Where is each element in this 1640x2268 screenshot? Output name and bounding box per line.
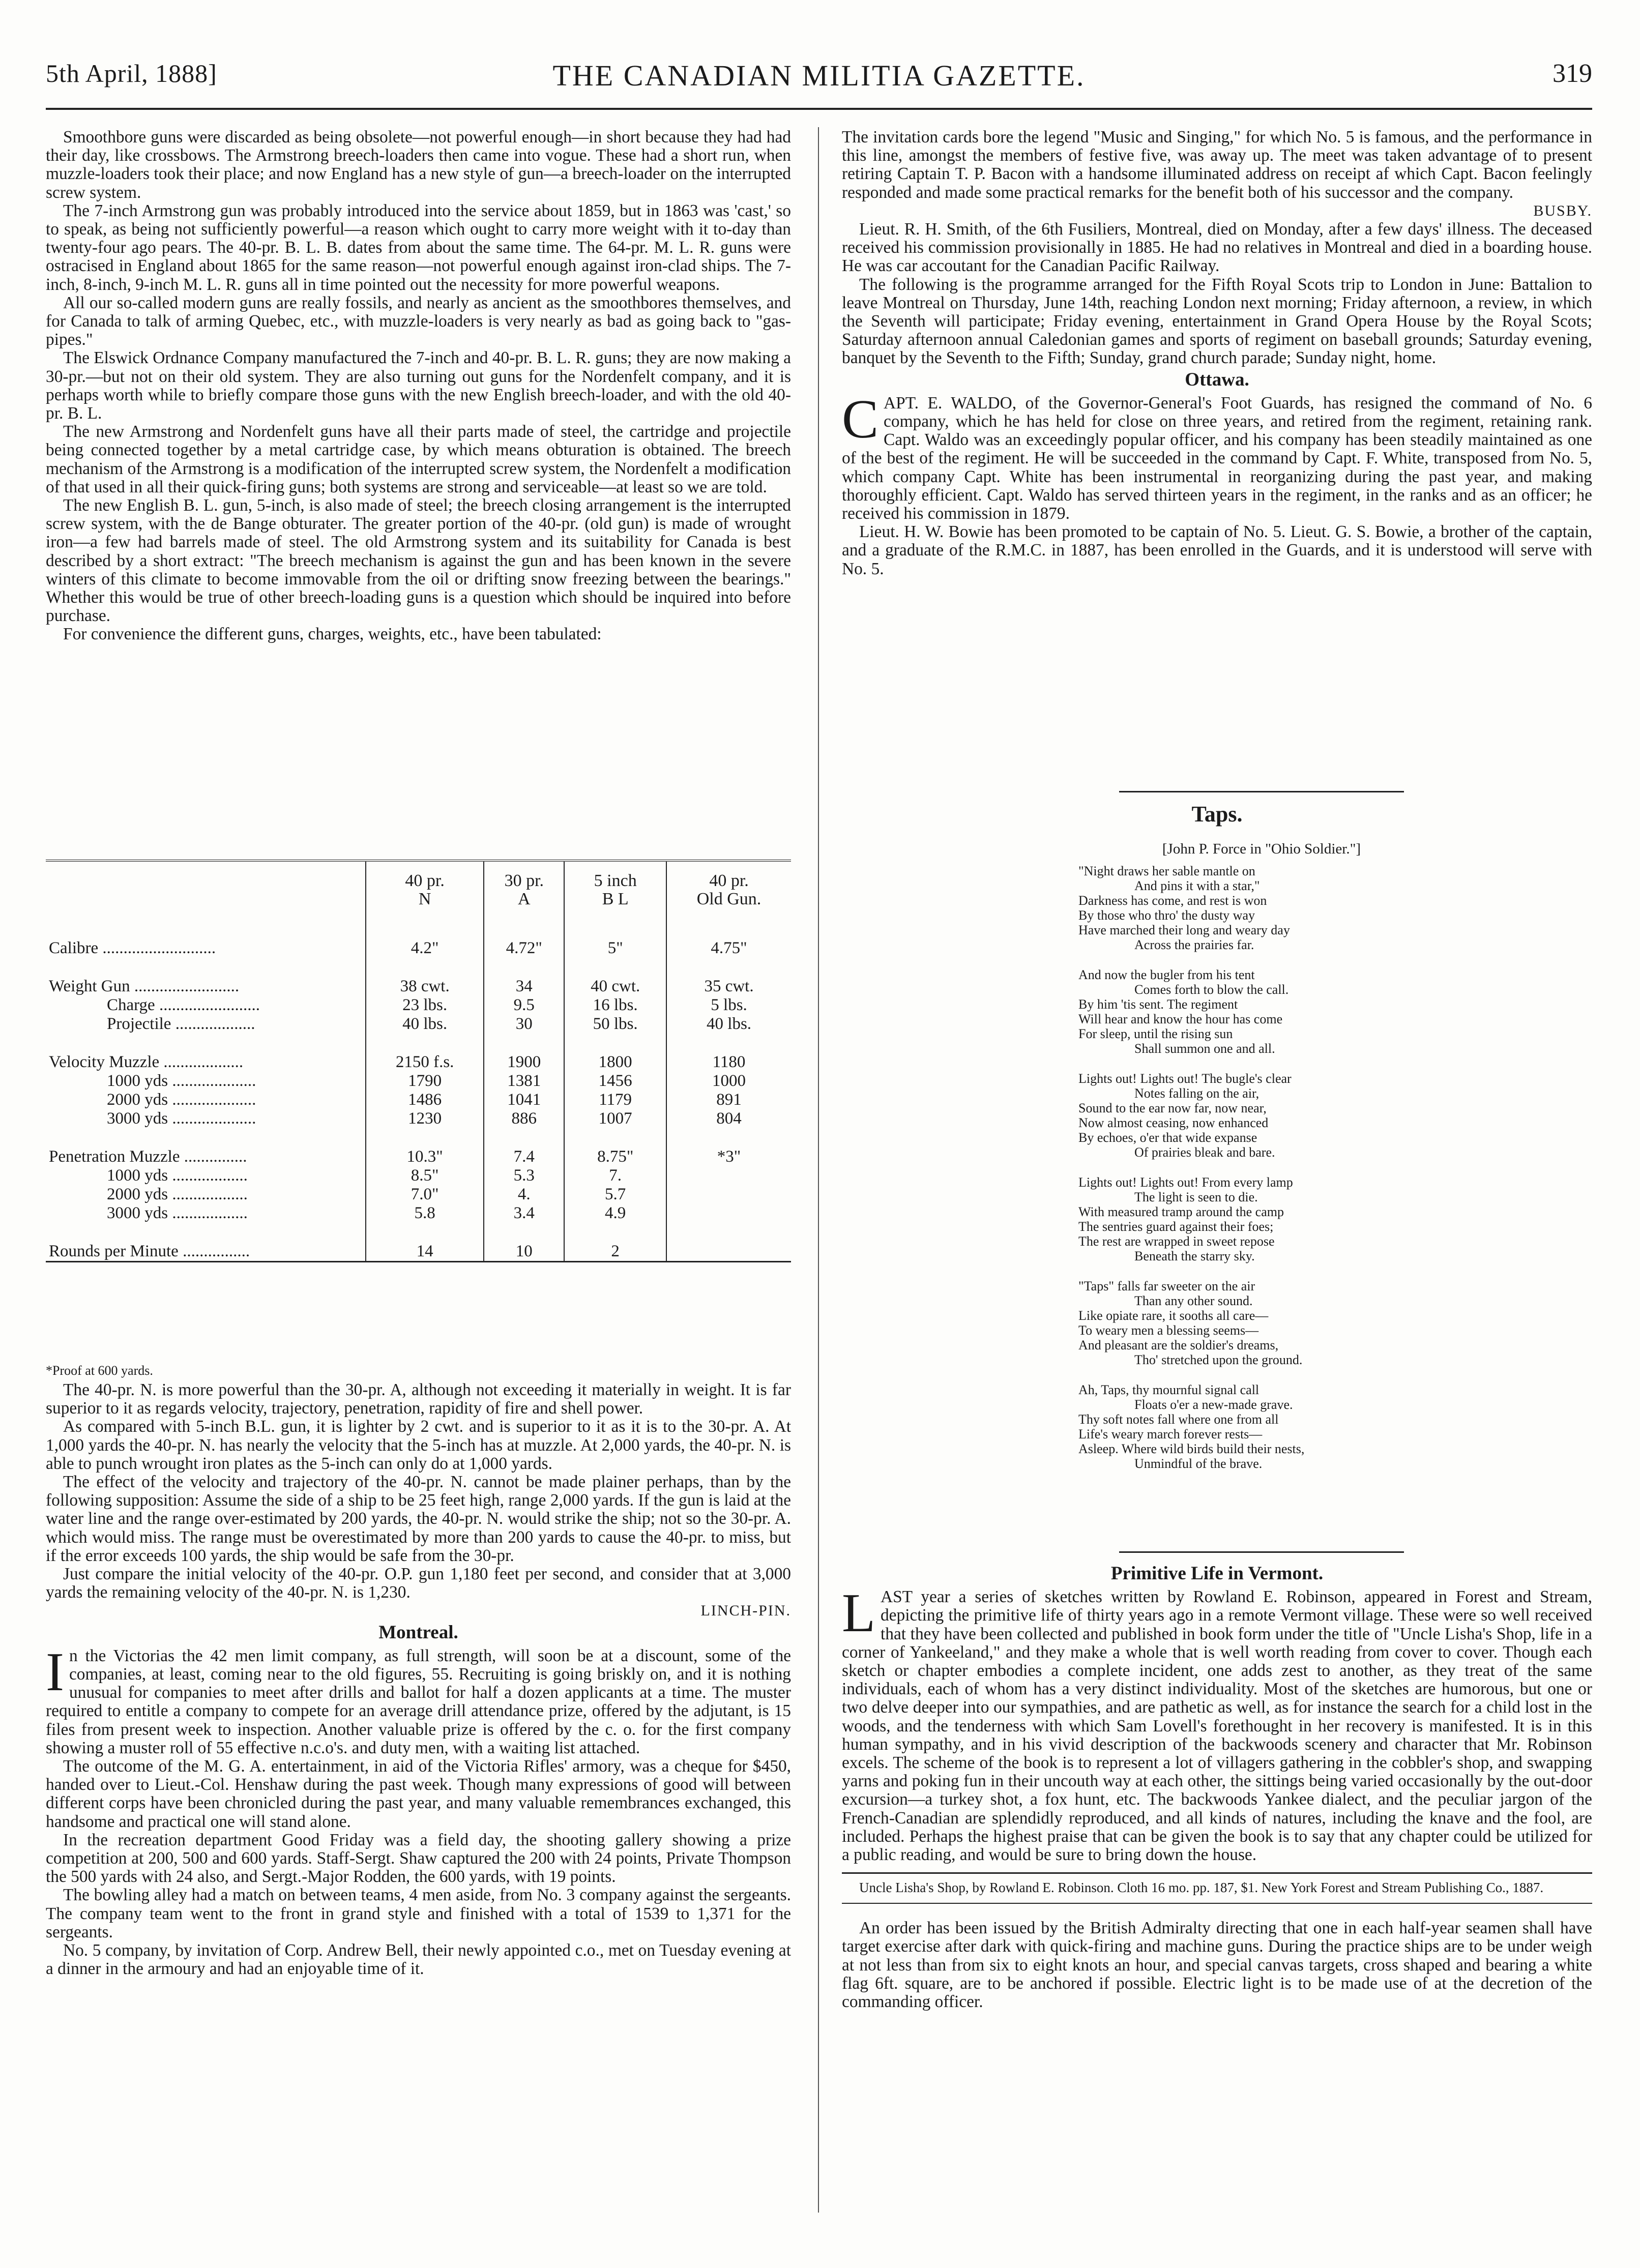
table-cell: 8.75" [564, 1147, 666, 1166]
table-cell: 4. [484, 1185, 564, 1204]
table-header-blank [46, 862, 366, 939]
paragraph: The effect of the velocity and trajectory of the 40-pr. N. cannot be made plainer perhaps, than by the following supposition: Assume the side of a ship to be 25 feet high, range 2,000 yards. If the gun is laid at the water line and the range over-estimated by 200 yards, the 40-pr. N. would strike the ship; not so the 30-pr. A. which would miss. The range must be overestimated by more than 200 yards to cause the 40-pr. to miss, but if the error exceeds 100 yards, the ship would be safe from the 30-pr. [46, 1472, 791, 1565]
table-cell: 2150 f.s. [366, 1053, 484, 1072]
table-spacer-cell [484, 1128, 564, 1147]
publication-title: THE CANADIAN MILITIA GAZETTE. [552, 59, 1086, 92]
table-cell: 23 lbs. [366, 996, 484, 1015]
poem-stanza [1078, 1071, 1445, 1160]
table-cell: 1790 [366, 1072, 484, 1091]
section-rule [1119, 1551, 1404, 1553]
table-spacer-row [46, 1128, 791, 1147]
poem-line: With measured tramp around the camp [1078, 1204, 1284, 1219]
poem-line: Across the prairies far. [1134, 937, 1254, 952]
book-note: Uncle Lisha's Shop, by Rowland E. Robinson. Cloth 16 mo. pp. 187, $1. New York Forest and Stream Publishing Co., 1887. [859, 1880, 1544, 1896]
table-row [46, 996, 791, 1015]
table-cell: 38 cwt. [366, 977, 484, 996]
column-divider [818, 127, 819, 2213]
table-cell: 5 lbs. [666, 996, 791, 1015]
table-cell: 5.3 [484, 1166, 564, 1185]
table-spacer-cell [46, 1223, 366, 1242]
signature: LINCH-PIN. [700, 1602, 791, 1619]
table-footnote: *Proof at 600 yards. [46, 1363, 153, 1378]
table-cell: 1456 [564, 1072, 666, 1091]
section-heading-ottawa: Ottawa. [1185, 369, 1249, 390]
poem-line: Shall summon one and all. [1134, 1041, 1275, 1056]
page-header [46, 58, 1592, 104]
table-cell: 1000 [666, 1072, 791, 1091]
table-cell: 1180 [666, 1053, 791, 1072]
poem-stanzas [1078, 864, 1445, 1471]
table-cell: *3" [666, 1147, 791, 1166]
paragraph: All our so-called modern guns are really fossils, and nearly as ancient as the smoothbores themselves, and for Canada to talk of arming Quebec, etc., with muzzle-loaders is very nearly as bad as going back to "gas-pipes." [46, 293, 791, 349]
poem-stanza [1078, 864, 1445, 952]
table-row [46, 1053, 791, 1072]
table-column-header: 40 pr. Old Gun. [666, 862, 791, 939]
table-cell: 10.3" [366, 1147, 484, 1166]
table-cell: 7. [564, 1166, 666, 1185]
poem-line: By him 'tis sent. The regiment [1078, 997, 1238, 1012]
paragraph: Lieut. H. W. Bowie has been promoted to be captain of No. 5. Lieut. G. S. Bowie, a brother of the captain, and a graduate of the R.M.C. in 1887, has been enrolled in the Guards, and it is understood will serve with No. 5. [842, 522, 1592, 578]
poem-stanza [1078, 1175, 1445, 1263]
poem-line: Of prairies bleak and bare. [1134, 1145, 1275, 1160]
poem-line: The rest are wrapped in sweet repose [1078, 1234, 1275, 1249]
paragraph: For convenience the different guns, charges, weights, etc., have been tabulated: [63, 625, 602, 644]
paragraph: As compared with 5-inch B.L. gun, it is lighter by 2 cwt. and is superior to it as it is to the 30-pr. A. At 1,000 yards the 40-pr. N. has nearly the velocity that the 5-inch has at muzzle. At 2,000 yards, the 40-pr. N. is able to punch wrought iron plates as the 5-inch can only do at 1,000 yards. [46, 1417, 791, 1473]
table-spacer-cell [366, 1223, 484, 1242]
paragraph: Just compare the initial velocity of the 40-pr. O.P. gun 1,180 feet per second, and consider that at 3,000 yards the remaining velocity of the 40-pr. N. is 1,230. [46, 1565, 791, 1602]
table-row [46, 1091, 791, 1109]
paragraph-text: AST year a series of sketches written by Rowland E. Robinson, appeared in Forest and Stream, depicting the primitive life of thirty years ago in a remote Vermont village. These were so well received that they have been collected and published in book form under the title of "Uncle Lisha's Shop, life in a corner of Yankeeland," and they make a whole that is well worth reading from cover to cover. Though each sketch or chapter embodies a complete incident, one adds zest to another, as they treat of the same individuals, each of whom has a very distinct individuality. Most of the sketches are humorous, but one or two delve deeper into our sympathies, and are pathetic as well, as for instance the search for a child lost in the woods, and the tenderness with which Sam Lovell's forethought in her recovery is manifested. It is in this human sympathy, and in his vivid description of the backwoods scenery and character that Mr. Robinson excels. The scheme of the book is to represent a lot of villagers gathering in the cobbler's shop, and swapping yarns and poking fun in their uncouth way at each other, the sittings being varied occasionally by the out-door excursion—a turkey shot, a fox hunt, etc. The backwoods Yankee dialect, and the peculiar jargon of the French-Canadian are splendidly reproduced, and all kinds of natures, including the knave and the fool, are included. Perhaps the highest praise that can be given the book is to say that any chapter could be utilized for a public reading, and would be sure to bring down the house. [842, 1587, 1592, 1865]
table-spacer-cell [666, 958, 791, 977]
poem-line: Now almost ceasing, now enhanced [1078, 1115, 1269, 1130]
table-cell: 4.2" [366, 939, 484, 958]
right-column-lower [842, 1562, 1592, 2011]
section-rule [842, 1872, 1592, 1874]
paragraph: In the recreation department Good Friday was a field day, the shooting gallery showing a prize competition at 200, 500 and 600 yards. Staff-Sergt. Shaw captured the 200 with 24 points, Private Thompson the 500 yards with 24 also, and Sergt.-Major Rodden, the 600 yards, with 19 points. [46, 1830, 791, 1887]
table-row [46, 1072, 791, 1091]
table-spacer-cell [46, 958, 366, 977]
table-cell: 886 [484, 1109, 564, 1128]
table-cell: 30 [484, 1015, 564, 1034]
table-cell: 1179 [564, 1091, 666, 1109]
poem-line: Beneath the starry sky. [1134, 1249, 1255, 1263]
paragraph-text: APT. E. WALDO, of the Governor-General's Foot Guards, has resigned the command of No. 6 company, which he has held for close on three years, and retired from the regiment, retaining rank. Capt. Waldo was an exceedingly popular officer, and his company has been steadily maintained as one of the best of the regiment. He will be succeeded in the command by Capt. F. White, transposed from No. 5, which company Capt. White has been instrumental in reorganizing during the past year, and making thoroughly efficient. Capt. Waldo has served thirteen years in the regiment, in the ranks and as an officer; he received his commission in 1879. [842, 393, 1592, 523]
page-number: 319 [1553, 59, 1592, 88]
section-heading-vermont: Primitive Life in Vermont. [1110, 1563, 1324, 1584]
table-spacer-cell [484, 958, 564, 977]
poem-stanza [1078, 967, 1445, 1056]
drop-cap: L [842, 1583, 875, 1644]
poem-line: Have marched their long and weary day [1078, 923, 1290, 937]
table-row-label: Penetration Muzzle ............... [49, 1147, 247, 1166]
table-cell: 3.4 [484, 1204, 564, 1223]
poem-line: By those who thro' the dusty way [1078, 908, 1255, 923]
table-header-row [46, 862, 791, 939]
poem-line: Lights out! Lights out! From every lamp [1078, 1175, 1293, 1190]
table-cell: 1900 [484, 1053, 564, 1072]
table-cell: 4.75" [666, 939, 791, 958]
table-cell: 40 cwt. [564, 977, 666, 996]
gun-comparison-table [46, 860, 791, 1262]
poem-line: Notes falling on the air, [1134, 1086, 1260, 1101]
poem-line: Ah, Taps, thy mournful signal call [1078, 1382, 1260, 1397]
table-spacer-cell [484, 1034, 564, 1053]
poem-line: Floats o'er a new-made grave. [1134, 1397, 1293, 1412]
table-row-label: Charge ........................ [107, 996, 260, 1014]
poem-line: Life's weary march forever rests— [1078, 1427, 1263, 1441]
table-cell: 34 [484, 977, 564, 996]
table-cell: 50 lbs. [564, 1015, 666, 1034]
table-column-header: 30 pr. A [484, 862, 564, 939]
paragraph: The invitation cards bore the legend "Music and Singing," for which No. 5 is famous, and the performance in this line, amongst the members of festive five, was away up. The meet was taken advantage of to present retiring Captain T. P. Bacon with a handsome illuminated address on receipt af which Capt. Bacon feelingly responded and made some practical remarks for the benefit both of his successor and the company. [842, 128, 1592, 202]
table-row [46, 977, 791, 996]
table-spacer-cell [366, 1034, 484, 1053]
poem-line: And pins it with a star," [1134, 878, 1260, 893]
issue-date: 5th April, 1888] [46, 59, 217, 87]
table-cell [666, 1185, 791, 1204]
table-cell: 4.72" [484, 939, 564, 958]
table-row [46, 1015, 791, 1034]
poem-line: Than any other sound. [1134, 1293, 1253, 1308]
table-row [46, 1242, 791, 1261]
table-row [46, 1185, 791, 1204]
paragraph: The outcome of the M. G. A. entertainment, in aid of the Victoria Rifles' armory, was a cheque for $450, handed over to Lieut.-Col. Henshaw during the past week. Though many expressions of good will between different corps have been chronicled during the past year, and many valuable remembrances exchanged, this handsome and practical one will stand alone. [46, 1757, 791, 1831]
table-row-label: 2000 yds .................. [107, 1185, 248, 1203]
table-row-label: 1000 yds .................. [107, 1166, 248, 1185]
paragraph: The bowling alley had a match on between teams, 4 men aside, from No. 3 company against the sergeants. The company team went to the front in grand style and finished with a total of 1539 to 1,371 for the sergeants. [46, 1886, 791, 1941]
table-spacer-cell [366, 958, 484, 977]
section-rule [1119, 791, 1404, 792]
table-cell: 1800 [564, 1053, 666, 1072]
poem-line: "Night draws her sable mantle on [1078, 864, 1255, 878]
table-cell: 10 [484, 1242, 564, 1261]
drop-cap: C [842, 389, 879, 450]
paragraph: The 7-inch Armstrong gun was probably introduced into the service about 1859, but in 1863 was 'cast,' so to speak, as being not sufficiently powerful—a reason which ought to carry more weight with it to-day than twenty-four ago pears. The 40-pr. B. L. B. dates from about the same time. The 64-pr. M. L. R. guns were ostracised in England about 1865 for the same reason—not powerful enough against iron-clad ships. The 7-inch, 8-inch, 9-inch M. L. R. guns all in time pointed out the necessity for more powerful weapons. [46, 201, 791, 294]
paragraph: No. 5 company, by invitation of Corp. Andrew Bell, their newly appointed c.o., met on Tuesday evening at a dinner in the armoury and had an enjoyable time of it. [46, 1941, 791, 1979]
poem-line: Thy soft notes fall where one from all [1078, 1412, 1279, 1427]
poem-line: The sentries guard against their foes; [1078, 1219, 1274, 1234]
table-row-label: Calibre ........................... [49, 939, 216, 957]
paragraph: The following is the programme arranged for the Fifth Royal Scots trip to London in June: Battalion to leave Montreal on Thursday, June 14th, reaching London next morning; Friday afternoon, a review, in which the Seventh will participate; Friday evening, entertainment in Grand Opera House by the Royal Scots; Saturday afternoon annual Caledonian games and sports of regiment on baseball grounds; Saturday evening, banquet by the Seventh to the Fifth; Sunday, grand church parade; Sunday night, home. [842, 275, 1592, 368]
table-cell: 4.9 [564, 1204, 666, 1223]
poem-stanza [1078, 1382, 1445, 1471]
table-spacer-cell [46, 1034, 366, 1053]
table-cell [666, 1242, 791, 1261]
poem-line: Like opiate rare, it sooths all care— [1078, 1308, 1269, 1323]
poem-line: The light is seen to die. [1134, 1190, 1258, 1204]
table-spacer-row [46, 1223, 791, 1242]
poem-line: For sleep, until the rising sun [1078, 1026, 1233, 1041]
poem-line: Asleep. Where wild birds build their nests, [1078, 1441, 1305, 1456]
table-spacer-cell [46, 1128, 366, 1147]
table-spacer-cell [564, 1034, 666, 1053]
paragraph: An order has been issued by the British Admiralty directing that one in each half-year seamen shall have target exercise after dark with quick-firing and machine guns. During the practice ships are to be under weigh at not less than from six to eight knots an hour, and special canvas targets, cross shaped and bearing a white flag 6ft. square, are to be anchored if possible. Electric light is to be made use of at the decretion of the commanding officer. [842, 1919, 1592, 2012]
right-column-article [842, 128, 1592, 578]
header-rule [46, 108, 1592, 110]
poem-line: And now the bugler from his tent [1078, 967, 1255, 982]
paragraph: Smoothbore guns were discarded as being obsolete—not powerful enough—in short because they had had their day, like crossbows. The Armstrong breech-loaders then came into vogue. These had a short run, when muzzle-loaders took their place; and now England has a new style of gun—a breech-loader on the interrupted screw system. [46, 128, 791, 202]
poem-line: Unmindful of the brave. [1134, 1456, 1263, 1471]
table-spacer-row [46, 1034, 791, 1053]
poem-line: And pleasant are the soldier's dreams, [1078, 1338, 1279, 1352]
signature: BUSBY. [1533, 202, 1592, 219]
paragraph: The new Armstrong and Nordenfelt guns have all their parts made of steel, the cartridge and projectile being connected together by a metal cartridge case, by which means obturation is obtained. The breech mechanism of the Armstrong is a modification of the interrupted screw system, the Nordenfelt a modification of that used in all their quick-firing guns; both systems are strong and serviceable—at least so we are told. [46, 422, 791, 496]
table-cell: 804 [666, 1109, 791, 1128]
table-row-label: Rounds per Minute ................ [49, 1242, 250, 1260]
table-row [46, 1166, 791, 1185]
table-cell: 14 [366, 1242, 484, 1261]
table-spacer-cell [564, 1223, 666, 1242]
table-cell: 1486 [366, 1091, 484, 1109]
table-cell: 40 lbs. [366, 1015, 484, 1034]
table-spacer-cell [366, 1128, 484, 1147]
poem-title: Taps. [1191, 802, 1243, 827]
poem-line: Darkness has come, and rest is won [1078, 893, 1267, 908]
table-spacer-row [46, 958, 791, 977]
poem-line: "Taps" falls far sweeter on the air [1078, 1279, 1255, 1293]
drop-cap: I [46, 1641, 64, 1702]
poem-line: Sound to the ear now far, now near, [1078, 1101, 1267, 1115]
paragraph: The 40-pr. N. is more powerful than the 30-pr. A, although not exceeding it materially in weight. It is far superior to it as regards velocity, trajectory, penetration, rapidity of fire and shell power. [46, 1380, 791, 1418]
poem-line: By echoes, o'er that wide expanse [1078, 1130, 1257, 1145]
table-cell: 1381 [484, 1072, 564, 1091]
table-cell: 7.0" [366, 1185, 484, 1204]
left-column-lower [46, 1381, 791, 1979]
table-spacer-cell [666, 1223, 791, 1242]
section-rule [842, 1903, 1592, 1904]
table-spacer-cell [666, 1128, 791, 1147]
poem-line: Lights out! Lights out! The bugle's clear [1078, 1071, 1292, 1086]
table-row [46, 939, 791, 958]
table-row [46, 1204, 791, 1223]
section-heading-montreal: Montreal. [378, 1622, 458, 1643]
paragraph [46, 1641, 791, 1757]
paragraph: Lieut. R. H. Smith, of the 6th Fusiliers, Montreal, died on Monday, after a few days' illness. The deceased received his commission provisionally in 1885. He had no relatives in Montreal and died in a boarding house. He was car accoutant for the Canadian Pacific Railway. [842, 220, 1592, 276]
table-cell: 1041 [484, 1091, 564, 1109]
table-cell: 891 [666, 1091, 791, 1109]
table-cell: 5" [564, 939, 666, 958]
table-cell: 5.7 [564, 1185, 666, 1204]
table-row [46, 1147, 791, 1166]
table-cell: 7.4 [484, 1147, 564, 1166]
table-cell [666, 1166, 791, 1185]
table-spacer-cell [666, 1034, 791, 1053]
poem-taps [1078, 842, 1445, 1486]
table-column-header: 40 pr. N [366, 862, 484, 939]
poem-line: Tho' stretched upon the ground. [1134, 1352, 1303, 1367]
paragraph [842, 389, 1592, 523]
table-spacer-cell [564, 958, 666, 977]
table-row-label: 1000 yds .................... [107, 1072, 256, 1090]
poem-stanza [1078, 1279, 1445, 1367]
table-cell: 2 [564, 1242, 666, 1261]
table-cell: 5.8 [366, 1204, 484, 1223]
table-column-header: 5 inch B L [564, 862, 666, 939]
poem-credit: [John P. Force in "Ohio Soldier."] [1162, 841, 1361, 857]
paragraph-text: n the Victorias the 42 men limit company, as full strength, will soon be at a discount, some of the companies, at least, coming near to the old figures, 55. Recruiting is going briskly on, and it is nothing unusual for companies to meet after drills and ballot for half a dozen applicants at a time. The muster required to entitle a company to compete for an average drill attendance prize, offered by the adjutant, is 15 files from present week to inspection. Another valuable prize is offered by the c. o. for the first company showing a muster roll of 55 effective n.c.o's. and duty men, with a waiting list attached. [46, 1646, 791, 1757]
table-cell: 8.5" [366, 1166, 484, 1185]
table-row-label: 2000 yds .................... [107, 1091, 256, 1109]
table-row-label: Weight Gun ......................... [49, 977, 240, 995]
table-cell: 1007 [564, 1109, 666, 1128]
left-column-article [46, 128, 791, 644]
table-spacer-cell [564, 1128, 666, 1147]
table-spacer-cell [484, 1223, 564, 1242]
poem-line: Will hear and know the hour has come [1078, 1012, 1283, 1026]
table-cell: 35 cwt. [666, 977, 791, 996]
poem-line: Comes forth to blow the call. [1134, 982, 1289, 997]
table-row-label: Projectile ................... [107, 1015, 255, 1033]
table-row-label: Velocity Muzzle ................... [49, 1053, 244, 1071]
table-row-label: 3000 yds .................... [107, 1109, 256, 1128]
table-cell [666, 1204, 791, 1223]
paragraph [842, 1583, 1592, 1865]
table-cell: 16 lbs. [564, 996, 666, 1015]
table-cell: 40 lbs. [666, 1015, 791, 1034]
poem-line: To weary men a blessing seems— [1078, 1323, 1259, 1338]
paragraph: The Elswick Ordnance Company manufactured the 7-inch and 40-pr. B. L. R. guns; they are now making a 30-pr.—but not on their old system. They are also turning out guns for the Nordenfelt company, and it is perhaps worth while to briefly compare those guns with the new English breech-loader, and with the old 40-pr. B. L. [46, 348, 791, 423]
table-cell: 1230 [366, 1109, 484, 1128]
paragraph: The new English B. L. gun, 5-inch, is also made of steel; the breech closing arrangement is the interrupted screw system, with the de Bange obturater. The greater portion of the 40-pr. (old gun) is made of wrought iron—a few had barrels made of steel. The old Armstrong system and its suitability for Canada is best described by a short extract: "The breech mechanism is against the gun and has been known in the severe winters of this climate to become immovable from the oil or drifting snow freezing between the bearings." Whether this would be true of other breech-loading guns is a question which should be inquired into before purchase. [46, 496, 791, 626]
table-row [46, 1109, 791, 1128]
table-cell: 9.5 [484, 996, 564, 1015]
table-row-label: 3000 yds .................. [107, 1204, 248, 1222]
